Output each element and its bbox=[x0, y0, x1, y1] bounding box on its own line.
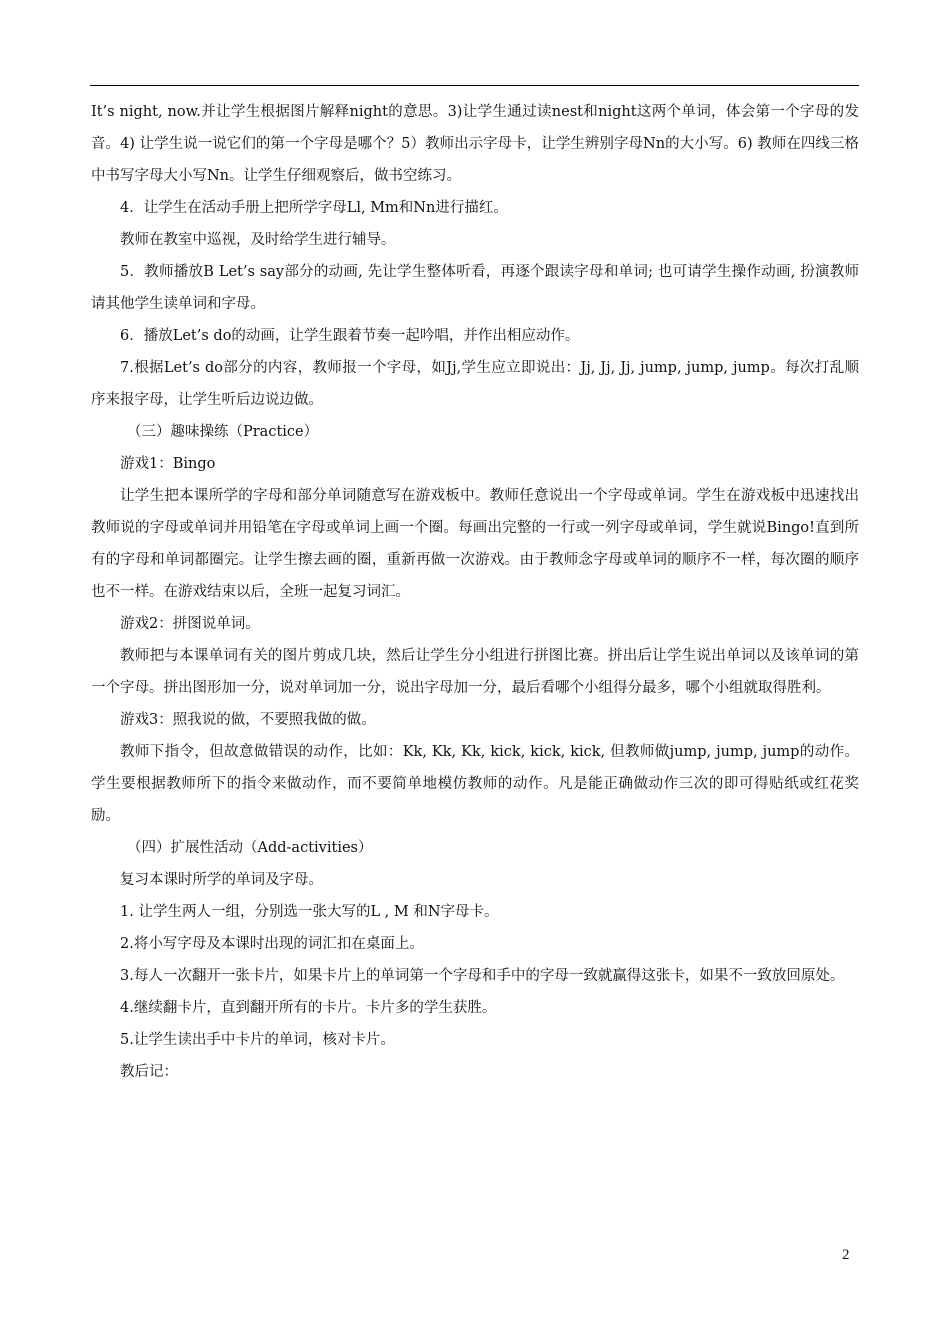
activity-intro: 复习本课时所学的单词及字母。 bbox=[120, 872, 323, 888]
paragraph-step-5-lets-say: 5．教师播放B Let’s say部分的动画, 先让学生整体听看，再逐个跟读字母和单词; 也可请学生操作动画, 扮演教师请其他学生读单词和字母。 bbox=[91, 264, 859, 312]
game-2-description: 教师把与本课单词有关的图片剪成几块，然后让学生分小组进行拼图比赛。拼出后让学生说出单词以及该单词的第一个字母。拼出图形加一分，说对单词加一分，说出字母加一分，最后看哪个小组得分最多，哪个小组就取得胜利。 bbox=[91, 648, 859, 696]
activity-step-3: 3.每人一次翻开一张卡片，如果卡片上的单词第一个字母和手中的字母一致就赢得这张卡，如果不一致放回原处。 bbox=[120, 968, 845, 984]
game-1-description: 让学生把本课所学的字母和部分单词随意写在游戏板中。教师任意说出一个字母或单词。学生在游戏板中迅速找出教师说的字母或单词并用铅笔在字母或单词上画一个圈。每画出完整的一行或一列字母或单词，学生就说Bingo!直到所有的字母和单词都圈完。让学生擦去画的圈，重新再做一次游戏。由于教师念字母或单词的顺序不一样，每次圈的顺序也不一样。在游戏结束以后，全班一起复习词汇。 bbox=[91, 488, 859, 600]
game-1-title: 游戏1：Bingo bbox=[120, 456, 216, 472]
game-3-title: 游戏3：照我说的做，不要照我做的做。 bbox=[120, 712, 376, 728]
game-2-title: 游戏2：拼图说单词。 bbox=[120, 616, 260, 632]
activity-step-4: 4.继续翻卡片，直到翻开所有的卡片。卡片多的学生获胜。 bbox=[120, 1000, 497, 1016]
activity-step-5: 5.让学生读出手中卡片的单词，核对卡片。 bbox=[120, 1032, 395, 1048]
after-class-notes-label: 教后记： bbox=[120, 1064, 178, 1080]
activity-step-1: 1. 让学生两人一组，分别选一张大写的L , M 和N字母卡。 bbox=[120, 904, 499, 920]
paragraph-step-4-tracing: 4．让学生在活动手册上把所学字母Ll, Mm和Nn进行描红。 bbox=[120, 200, 508, 216]
paragraph-teacher-patrol: 教师在教室中巡视，及时给学生进行辅导。 bbox=[120, 232, 396, 248]
section-heading-practice: （三）趣味操练（Practice） bbox=[127, 424, 319, 440]
paragraph-step-7-letter-call: 7.根据Let’s do部分的内容，教师报一个字母，如Jj,学生应立即说出：Jj, Jj, Jj, jump, jump, jump。每次打乱顺序来报字母，让学生听后边说边做。 bbox=[91, 360, 859, 408]
paragraph-step-6-lets-do: 6．播放Let’s do的动画，让学生跟着节奏一起吟唱，并作出相应动作。 bbox=[120, 328, 580, 344]
paragraph-night-phonics: It’s night, now.并让学生根据图片解释night的意思。3)让学生通过读nest和night这两个单词，体会第一个字母的发音。4) 让学生说一说它们的第一个字母是哪个？5）教师出示字母卡，让学生辨别字母Nn的大小写。6) 教师在四线三格中书写字母大小写Nn。让学生仔细观察后，做书空练习。 bbox=[91, 104, 859, 184]
page-number: 2 bbox=[842, 1247, 850, 1263]
game-3-description: 教师下指令，但故意做错误的动作，比如：Kk, Kk, Kk, kick, kick, kick, 但教师做jump, jump, jump的动作。学生要根据教师所下的指令来做动作，而不要简单地模仿教师的动作。凡是能正确做动作三次的即可得贴纸或红花奖励。 bbox=[91, 744, 859, 824]
section-heading-add-activities: （四）扩展性活动（Add-activities） bbox=[127, 840, 373, 856]
header-rule bbox=[90, 85, 859, 86]
document-body bbox=[91, 96, 859, 1088]
activity-step-2: 2.将小写字母及本课时出现的词汇扣在桌面上。 bbox=[120, 936, 424, 952]
